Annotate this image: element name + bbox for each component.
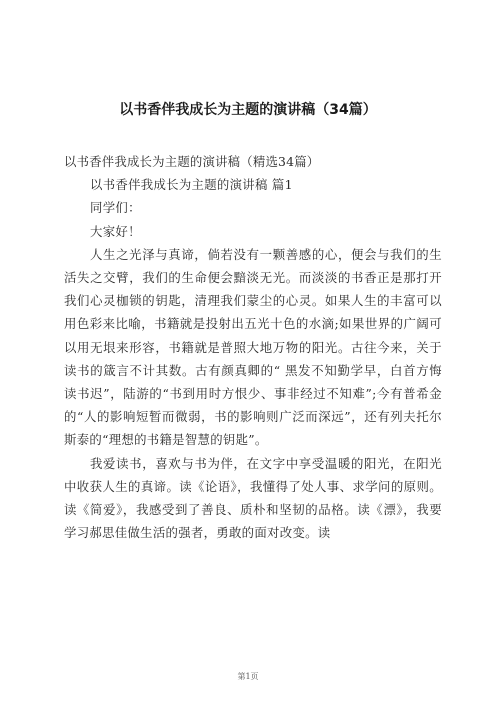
document-title: 以书香伴我成长为主题的演讲稿（34篇） [119, 102, 377, 118]
document-body [64, 150, 442, 544]
document-subtitle: 以书香伴我成长为主题的演讲稿（精选34篇） [64, 154, 320, 169]
greeting: 大家好！ [90, 223, 141, 239]
salutation: 同学们： [90, 200, 141, 216]
page-number: 第1页 [237, 672, 259, 681]
body-paragraph: 人生之光泽与真谛，倘若没有一颗善感的心，便会与我们的生活失之交臂，我们的生命便会黯淡无光。而淡淡的书香正是那打开我们心灵枷锁的钥匙，清理我们蒙尘的心灵。如果人生的丰富可以用色彩来比喻，书籍就是投射出五光十色的水滴;如果世界的广阔可以用无垠来形容，书籍就是普照大地万物的阳光。古往今来，关于读书的箴言不计其数。古有颜真卿的“ 黑发不知勤学早，白首方悔读书迟”，陆游的“书到用时方恨少、事非经过不知难”;今有普希金的“人的影响短暂而微弱，书的影响则广泛而深远”，还有列夫托尔斯泰的“理想的书籍是智慧的钥匙”。 [64, 246, 442, 448]
section-heading: 以书香伴我成长为主题的演讲稿 篇1 [90, 177, 293, 193]
body-paragraph: 我爱读书，喜欢与书为伴，在文字中享受温暖的阳光，在阳光中收获人生的真谛。读《论语》，我懂得了处人事、求学问的原则。读《简爱》，我感受到了善良、质朴和坚韧的品格。读《漂》，我要学习郝思佳做生活的强者，勇敢的面对改变。读 [64, 455, 442, 541]
